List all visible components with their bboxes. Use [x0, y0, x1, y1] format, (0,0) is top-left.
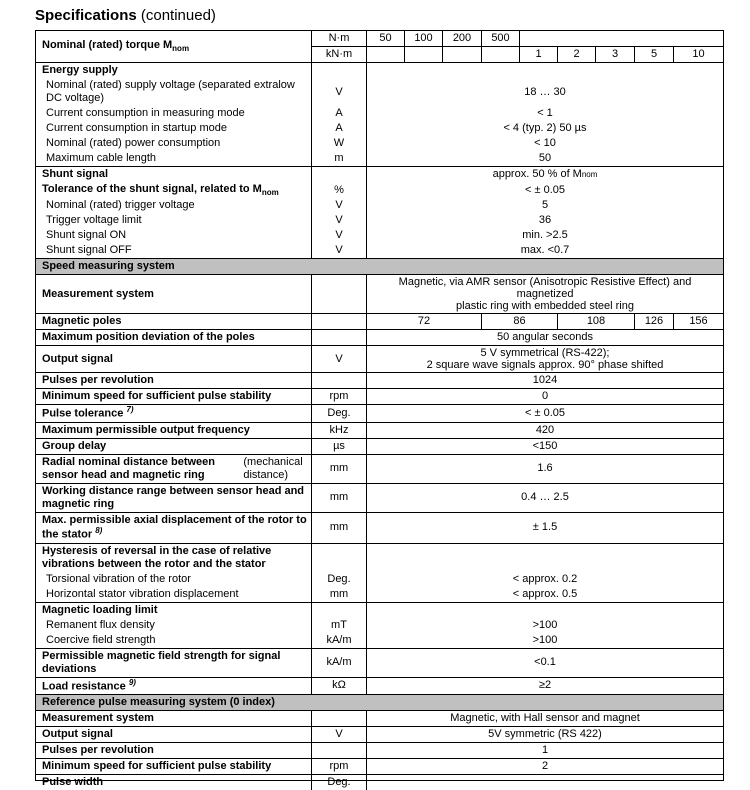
spec-label: Nominal (rated) trigger voltage — [46, 199, 195, 212]
spec-label: Remanent flux density — [46, 618, 155, 631]
spec-rows-block — [36, 648, 723, 677]
spec-rows-block — [36, 602, 723, 648]
section-header: Speed measuring system — [36, 259, 723, 274]
spec-label-cell — [36, 151, 311, 166]
spec-value-cell: < 10 — [366, 136, 723, 151]
spec-label: Trigger voltage limit — [46, 214, 142, 227]
spec-unit-cell: kΩ — [311, 678, 366, 695]
spec-value-cell: <0.1 — [366, 649, 723, 677]
spec-unit-cell: V — [311, 727, 366, 742]
spec-unit-cell: Deg. — [311, 775, 366, 790]
spec-label: Nominal (rated) supply voltage (separated extralow DC voltage) — [46, 79, 295, 104]
torque-header-block — [36, 31, 723, 62]
spec-value-cell: ± 1.5 — [366, 513, 723, 543]
spec-unit-cell: % — [311, 182, 366, 198]
spec-label-cell — [36, 633, 311, 648]
spec-value-cell: < approx. 0.5 — [366, 587, 723, 602]
spec-unit-cell: µs — [311, 439, 366, 454]
spec-unit-cell: V — [311, 228, 366, 243]
spec-label-cell — [36, 213, 311, 228]
torque-unit-cell: N·m — [311, 31, 366, 46]
spec-value-cell — [366, 63, 723, 78]
spec-label-cell — [36, 198, 311, 213]
spec-label-cell — [36, 544, 311, 572]
spec-label: Maximum cable length — [46, 152, 157, 164]
spec-label: Pulse width — [42, 776, 104, 789]
spec-unit-cell: mm — [311, 587, 366, 602]
spec-rows-block — [36, 512, 723, 543]
spec-label-cell — [36, 136, 311, 151]
spec-value-cell: 18 … 30 — [366, 78, 723, 106]
spec-label: Pulse tolerance $^{7)}$ — [42, 405, 134, 420]
spec-label-cell — [36, 743, 311, 758]
spec-value-cell: 72 — [366, 314, 481, 329]
spec-unit-cell: V — [311, 243, 366, 258]
page-title — [35, 7, 750, 24]
spec-value-cell: 1.6 — [366, 455, 723, 483]
spec-label-cell — [36, 405, 311, 422]
spec-label-cell — [36, 439, 311, 454]
spec-rows-block — [36, 710, 723, 726]
spec-rows-block — [36, 677, 723, 695]
spec-label: Current consumption in startup mode — [46, 122, 227, 134]
spec-label-cell — [36, 314, 311, 329]
spec-label: Shunt signal ON — [46, 229, 127, 242]
spec-label-cell — [36, 373, 311, 388]
spec-label: Minimum speed for sufficient pulse stability — [42, 760, 272, 773]
spec-label: Magnetic poles — [42, 315, 122, 328]
section-block — [36, 694, 723, 710]
spec-unit-cell: rpm — [311, 389, 366, 404]
spec-value-cell: 36 — [366, 213, 723, 228]
spec-label: Radial nominal distance between sensor head and magnetic ring — [42, 455, 215, 481]
spec-value-cell: 1 — [366, 743, 723, 758]
torque-value-cell: 2 — [557, 46, 595, 62]
spec-unit-cell: m — [311, 151, 366, 166]
spec-value-cell: 0 — [366, 389, 723, 404]
spec-label-cell — [36, 167, 311, 182]
spec-label-cell — [36, 346, 311, 372]
spec-unit-cell — [311, 743, 366, 758]
spec-unit-cell: V — [311, 78, 366, 106]
spec-label: Magnetic loading limit — [42, 603, 158, 616]
spec-label: Torsional vibration of the rotor — [46, 572, 191, 585]
torque-empty-cell — [519, 31, 723, 46]
torque-empty-cell — [481, 46, 519, 62]
spec-rows-block — [36, 483, 723, 512]
spec-rows-block — [36, 726, 723, 742]
spec-value-cell: 126 — [634, 314, 673, 329]
spec-value-cell: < 1 — [366, 106, 723, 121]
spec-label: Group delay — [42, 439, 107, 452]
spec-label: Max. permissible axial displacement of the rotor to the stator $^{8)}$ — [42, 513, 307, 541]
page-title-suffix: (continued) — [136, 7, 216, 24]
spec-unit-cell: A — [311, 106, 366, 121]
spec-unit-cell: mm — [311, 455, 366, 483]
spec-unit-cell — [311, 330, 366, 345]
spec-value-cell — [366, 603, 723, 618]
spec-value-line: Magnetic, via AMR sensor (Anisotropic Resistive Effect) and magnetized — [398, 276, 692, 301]
spec-label-cell — [36, 513, 311, 543]
spec-value-cell: 0.4 … 2.5 — [366, 484, 723, 512]
torque-value-cell: 100 — [404, 31, 442, 46]
torque-value-cell: 10 — [673, 46, 723, 62]
spec-label-cell — [36, 484, 311, 512]
spec-value-cell: 50 — [366, 151, 723, 166]
spec-label: Hysteresis of reversal in the case of relative vibrations between the rotor and the stator — [42, 544, 272, 570]
spec-label-cell — [36, 121, 311, 136]
spec-label: Maximum permissible output frequency — [42, 423, 250, 436]
spec-label: Current consumption in measuring mode — [46, 107, 245, 119]
spec-label-tail: (mechanical distance) — [243, 455, 303, 481]
spec-unit-cell — [311, 544, 366, 572]
spec-rows-block — [36, 345, 723, 372]
spec-label: Working distance range between sensor head and magnetic ring — [42, 484, 305, 510]
torque-value-cell: 5 — [634, 46, 673, 62]
spec-rows-block — [36, 454, 723, 483]
torque-value-cell: 50 — [366, 31, 404, 46]
spec-rows-block — [36, 313, 723, 329]
spec-label-cell — [36, 243, 311, 258]
spec-label: Energy supply — [42, 64, 118, 76]
spec-unit-cell: V — [311, 213, 366, 228]
spec-value-cell: < ± 0.05 — [366, 405, 723, 422]
spec-label-cell — [36, 423, 311, 438]
spec-label-cell — [36, 618, 311, 633]
spec-label-cell — [36, 63, 311, 78]
specifications-table — [35, 30, 724, 789]
spec-label: Horizontal stator vibration displacement — [46, 587, 239, 600]
spec-label: Measurement system — [42, 287, 154, 300]
spec-label-cell — [36, 678, 311, 695]
spec-label: Tolerance of the shunt signal, related to $M_{nom}$ — [42, 183, 279, 198]
spec-label: Coercive field strength — [46, 633, 156, 646]
torque-label: Nominal (rated) torque $M_{nom}$ — [42, 39, 190, 54]
spec-label-cell — [36, 330, 311, 345]
spec-value-cell: >100 — [366, 618, 723, 633]
spec-label: Measurement system — [42, 712, 154, 725]
spec-rows-block — [36, 543, 723, 602]
spec-unit-cell — [311, 373, 366, 388]
spec-value-cell: 86 — [481, 314, 557, 329]
spec-label-cell — [36, 275, 311, 313]
spec-value-cell: 50 angular seconds — [366, 330, 723, 345]
spec-value-cell: 156 — [673, 314, 723, 329]
spec-label-cell — [36, 389, 311, 404]
spec-unit-cell — [311, 711, 366, 726]
spec-value-cell: approx. 50 % of M nom — [366, 167, 723, 182]
spec-rows-block — [36, 388, 723, 404]
spec-label-cell — [36, 587, 311, 602]
section-header: Reference pulse measuring system (0 index) — [36, 695, 723, 710]
spec-value-cell: 2 — [366, 759, 723, 774]
spec-unit-cell — [311, 275, 366, 313]
spec-label: Maximum position deviation of the poles — [42, 331, 255, 344]
spec-unit-cell — [311, 314, 366, 329]
spec-label: Nominal (rated) power consumption — [46, 137, 221, 149]
spec-rows-block — [36, 166, 723, 258]
spec-value-cell: 420 — [366, 423, 723, 438]
spec-label-cell — [36, 711, 311, 726]
spec-value-cell: < 4 (typ. 2) 50 µs — [366, 121, 723, 136]
spec-unit-cell: kA/m — [311, 633, 366, 648]
torque-empty-cell — [366, 46, 404, 62]
torque-empty-cell — [442, 46, 481, 62]
spec-label-cell — [36, 775, 311, 790]
spec-value-cell: 108 — [557, 314, 634, 329]
spec-unit-cell: Deg. — [311, 572, 366, 587]
spec-label: Load resistance $^{9)}$ — [42, 677, 136, 693]
spec-value-line: plastic ring with embedded steel ring — [456, 300, 634, 313]
spec-rows-block — [36, 422, 723, 438]
spec-rows-block — [36, 372, 723, 388]
partial-row-block — [36, 774, 723, 789]
spec-value-cell: ≥2 — [366, 678, 723, 695]
torque-empty-cell — [404, 46, 442, 62]
spec-value-cell: Magnetic, with Hall sensor and magnet — [366, 711, 723, 726]
spec-unit-cell: W — [311, 136, 366, 151]
spec-rows-block — [36, 62, 723, 166]
page-title-main: Specifications — [35, 7, 137, 24]
spec-label-cell — [36, 106, 311, 121]
spec-value-cell — [366, 275, 723, 313]
spec-label-cell — [36, 649, 311, 677]
spec-rows-block — [36, 274, 723, 313]
spec-label-cell — [36, 727, 311, 742]
spec-rows-block — [36, 758, 723, 774]
spec-label: Minimum speed for sufficient pulse stability — [42, 390, 272, 403]
spec-value-cell — [366, 346, 723, 372]
spec-rows-block — [36, 438, 723, 454]
spec-unit-cell — [311, 603, 366, 618]
spec-label: Shunt signal — [42, 168, 108, 180]
spec-unit-cell: mT — [311, 618, 366, 633]
spec-label: Permissible magnetic field strength for signal deviations — [42, 649, 281, 675]
spec-label-cell — [36, 455, 311, 483]
spec-unit-cell: kA/m — [311, 649, 366, 677]
torque-value-cell: 500 — [481, 31, 519, 46]
spec-label: Pulses per revolution — [42, 374, 154, 387]
torque-label-cell — [36, 31, 311, 62]
spec-label: Output signal — [42, 352, 113, 365]
spec-unit-cell: rpm — [311, 759, 366, 774]
spec-value-cell: 5V symmetric (RS 422) — [366, 727, 723, 742]
spec-unit-cell — [311, 63, 366, 78]
spec-label-cell — [36, 759, 311, 774]
spec-value-line: 2 square wave signals approx. 90° phase shifted — [426, 359, 664, 372]
spec-unit-cell: kHz — [311, 423, 366, 438]
spec-value-cell: min. >2.5 — [366, 228, 723, 243]
spec-value-cell: <150 — [366, 439, 723, 454]
spec-label-cell — [36, 78, 311, 106]
torque-value-cell: 1 — [519, 46, 557, 62]
spec-value-cell: 1024 — [366, 373, 723, 388]
spec-value-cell: 5 — [366, 198, 723, 213]
spec-value-cell: max. <0.7 — [366, 243, 723, 258]
spec-unit-cell: V — [311, 346, 366, 372]
spec-label-cell — [36, 603, 311, 618]
spec-unit-cell: mm — [311, 484, 366, 512]
spec-value-cell: < approx. 0.2 — [366, 572, 723, 587]
torque-unit-cell: kN·m — [311, 46, 366, 62]
spec-value-cell — [366, 544, 723, 572]
spec-value-cell: >100 — [366, 633, 723, 648]
spec-label-cell — [36, 572, 311, 587]
spec-label: Shunt signal OFF — [46, 244, 132, 257]
spec-rows-block — [36, 329, 723, 345]
torque-value-cell: 200 — [442, 31, 481, 46]
spec-unit-cell: V — [311, 198, 366, 213]
spec-unit-cell: Deg. — [311, 405, 366, 422]
spec-value-cell — [366, 775, 723, 790]
spec-value-cell: < ± 0.05 — [366, 182, 723, 198]
spec-unit-cell: mm — [311, 513, 366, 543]
torque-value-cell: 3 — [595, 46, 634, 62]
spec-label-cell — [36, 182, 311, 198]
spec-label: Pulses per revolution — [42, 744, 154, 757]
spec-unit-cell — [311, 167, 366, 182]
spec-value-line: 5 V symmetrical (RS-422); — [480, 347, 610, 360]
spec-rows-block — [36, 742, 723, 758]
spec-label-cell — [36, 228, 311, 243]
spec-unit-cell: A — [311, 121, 366, 136]
section-block — [36, 258, 723, 274]
spec-label: Output signal — [42, 728, 113, 741]
spec-rows-block — [36, 404, 723, 422]
